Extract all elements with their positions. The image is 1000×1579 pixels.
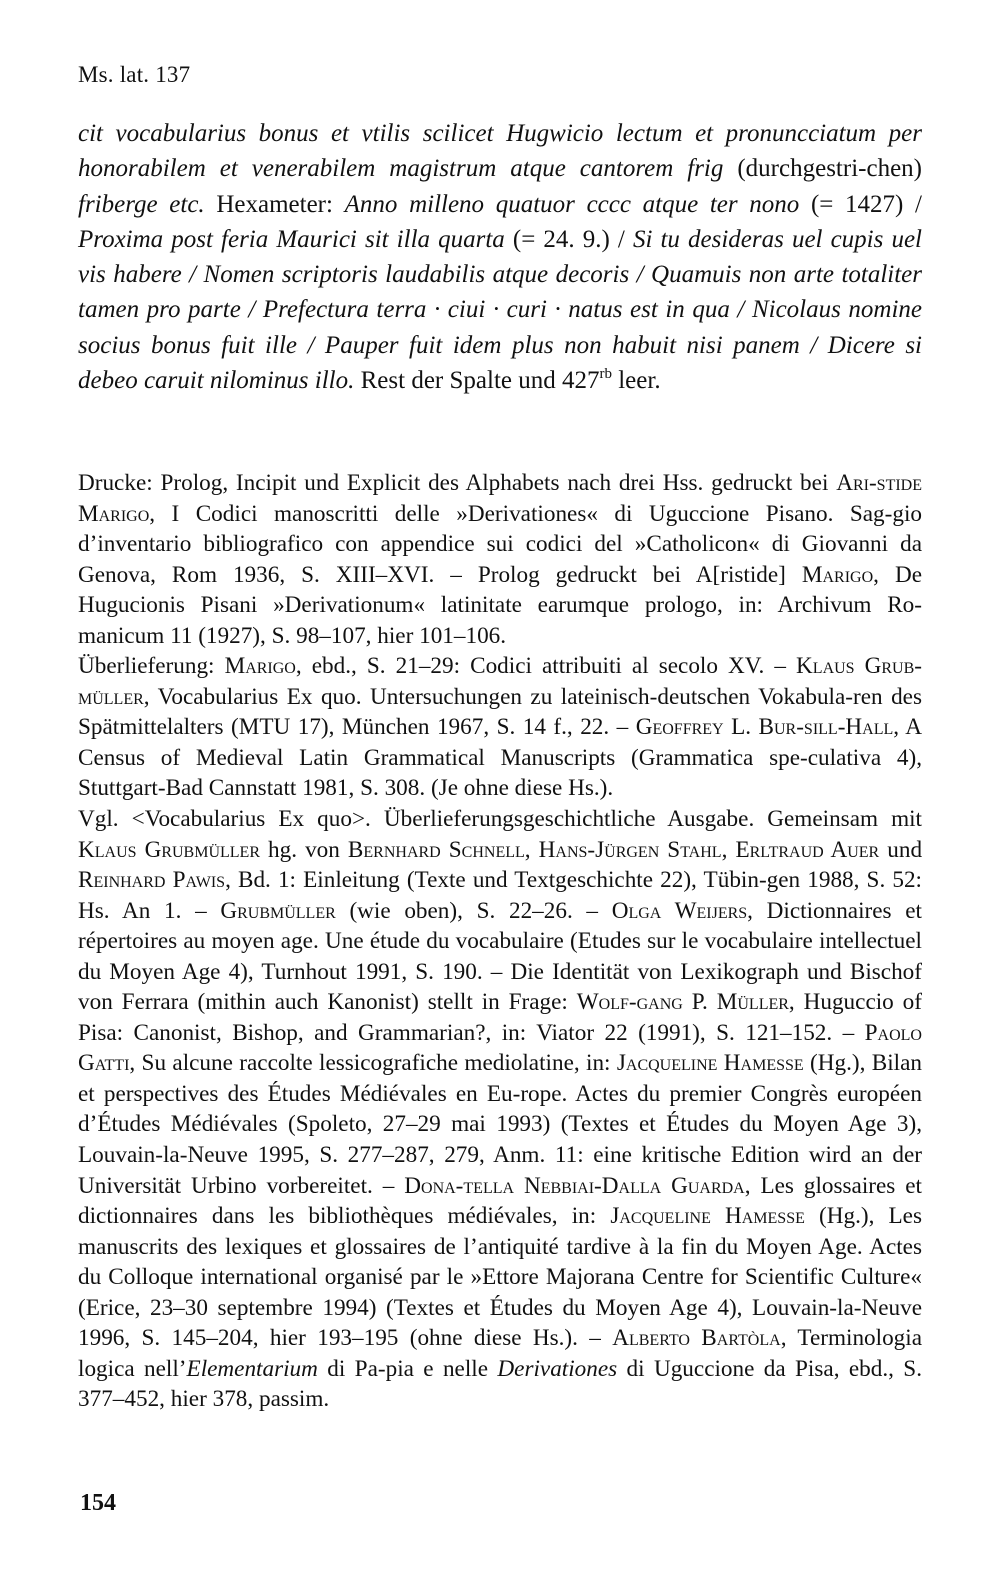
author-name: Hans-Jürgen Stahl xyxy=(538,836,722,863)
document-page xyxy=(78,0,922,1579)
manuscript-description: cit vocabularius bonus et vtilis scilicet Hugwicio lectum et pronuncciatum per honorabilem et venerabilem magistrum atque cantorem frig (durchgestri-chen) friberge etc. Hexameter: Anno milleno quatuor cccc atque ter nono (= 1427) / Proxima post feria Maurici sit illa quarta (= 24. 9.) / Si tu desideras uel cupis uel vis habere / Nomen scriptoris laudabilis atque decoris / Quamuis non arte totaliter tamen pro parte / Prefectura terra · ciui · curi · natus est in qua / Nicolaus nomine socius bonus fuit ille / Pauper fuit idem plus non habuit nisi panem / Dicere si debeo caruit nilominus illo. Rest der Spalte und $427^{rb}$ leer. xyxy=(78,120,922,395)
author-name: Klaus Grub-müller xyxy=(78,653,923,710)
work-title: Elementarium xyxy=(186,1355,318,1382)
author-name: Wolf-gang P. Müller xyxy=(576,989,789,1016)
work-title: Derivationes xyxy=(497,1355,618,1382)
author-name: Dona-tella Nebbiai-Dalla Guarda xyxy=(404,1172,745,1199)
page-number: 154 xyxy=(80,1490,116,1516)
author-name: Klaus Grubmüller xyxy=(78,836,260,863)
running-head: Ms. lat. 137 xyxy=(78,62,191,87)
author-name: Geoffrey L. Bur-sill-Hall xyxy=(635,714,894,741)
author-name: Jacqueline Hamesse xyxy=(616,1050,804,1077)
author-name: Marigo xyxy=(801,561,874,588)
bibliography-section xyxy=(78,468,922,1415)
author-name: Erltraud Auer xyxy=(735,836,880,863)
ueberlieferung-paragraph: Überlieferung: Marigo, ebd., S. 21–29: Codici attribuiti al secolo XV. – Klaus Grub-müller, Vocabularius Ex quo. Untersuchungen zu lateinisch-deutschen Vokabula-ren des Spätmittelalters (MTU 17), München 1967, S. 14 f., 22. – Geoffrey L. Bur-sill-Hall, A Census of Medieval Latin Grammatical Manuscripts (Grammatica spe-culativa 4), Stuttgart-Bad Cannstatt 1981, S. 308. (Je ohne diese Hs.). xyxy=(78,653,923,802)
section-label: Vgl. xyxy=(78,806,119,833)
author-name: Bernhard Schnell xyxy=(347,836,525,863)
author-name: Jacqueline Hamesse xyxy=(610,1203,805,1230)
author-name: Alberto Bartòla xyxy=(612,1325,781,1352)
author-name: Olga Weijers xyxy=(611,897,748,924)
section-label: Überlieferung: xyxy=(78,653,215,680)
author-name: Marigo xyxy=(224,653,296,680)
verse-text: Si tu desideras uel cupis uel vis habere / Nomen scriptoris laudabilis atque decoris / Quamuis non arte totaliter tamen pro parte / Prefectura terra · ciui · curi · natus est in qua / Nicolaus nomine socius bonus fuit ille / Pauper fuit idem plus non habuit nisi panem / Dicere si debeo caruit nilominus illo. xyxy=(78,225,922,395)
drucke-paragraph: Drucke: Prolog, Incipit und Explicit des Alphabets nach drei Hss. gedruckt bei Ari-stide Marigo, I Codici manoscritti delle »Derivationes« di Uguccione Pisano. Sag-gio d’inventario bibliografico con appendice sui codici del »Catholicon« di Giovanni da Genova, Rom 1936, S. XIII–XVI. – Prolog gedruckt bei A[ristide] Marigo, De Hugucionis Pisani »Derivationum« latinitate earumque prologo, in: Archivum Ro-manicum 11 (1927), S. 98–107, hier 101–106. xyxy=(78,470,922,649)
author-name: Ari-stide Marigo xyxy=(78,470,922,527)
author-name: Reinhard Pawis xyxy=(78,867,226,894)
author-name: Paolo Gatti xyxy=(78,1019,922,1077)
hexameter-text: Anno milleno quatuor cccc atque ter nono xyxy=(344,190,800,218)
author-name: Grubmüller xyxy=(220,897,336,924)
colophon-text: cit vocabularius bonus et vtilis scilicet Hugwicio lectum et pronuncciatum per honorabilem et venerabilem magistrum atque cantorem frig xyxy=(78,120,922,183)
vgl-paragraph: Vgl. <Vocabularius Ex quo>. Überlieferungsgeschichtliche Ausgabe. Gemeinsam mit Klaus Grubmüller hg. von Bernhard Schnell, Hans-Jürgen Stahl, Erltraud Auer und Reinhard Pawis, Bd. 1: Einleitung (Texte und Textgeschichte 22), Tübin-gen 1988, S. 52: Hs. An 1. – Grubmüller (wie oben), S. 22–26. – Olga Weijers, Dictionnaires et répertoires au moyen age. Une étude du vocabulaire (Etudes sur le vocabulaire intellectuel du Moyen Age 4), Turnhout 1991, S. 190. – Die Identität von Lexikograph und Bischof von Ferrara (mithin auch Kanonist) stellt in Frage: Wolf-gang P. Müller, Huguccio of Pisa: Canonist, Bishop, and Grammarian?, in: Viator 22 (1991), S. 121–152. – Paolo Gatti, Su alcune raccolte lessicografiche mediolatine, in: Jacqueline Hamesse (Hg.), Bilan et perspectives des Études Médiévales en Eu-rope. Actes du premier Congrès européen d’Études Médiévales (Spoleto, 27–29 mai 1993) (Textes et Études du Moyen Age 3), Louvain-la-Neuve 1995, S. 277–287, 279, Anm. 11: eine kritische Edition wird an der Universität Urbino vorbereitet. – Dona-tella Nebbiai-Dalla Guarda, Les glossaires et dictionnaires dans les bibliothèques médiévales, in: Jacqueline Hamesse (Hg.), Les manuscrits des lexiques et glossaires de l’antiquité tardive à la fin du Moyen Age. Actes du Colloque international organisé par le »Ettore Majorana Centre for Scientific Culture« (Erice, 23–30 septembre 1994) (Textes et Études du Moyen Age 4), Louvain-la-Neuve 1996, S. 145–204, hier 193–195 (ohne diese Hs.). – Alberto Bartòla, Terminologia logica nell’Elementarium di Pa-pia e nelle Derivationes di Uguccione da Pisa, ebd., S. 377–452, hier 378, passim. xyxy=(78,806,923,1413)
section-label: Drucke: xyxy=(78,470,153,496)
